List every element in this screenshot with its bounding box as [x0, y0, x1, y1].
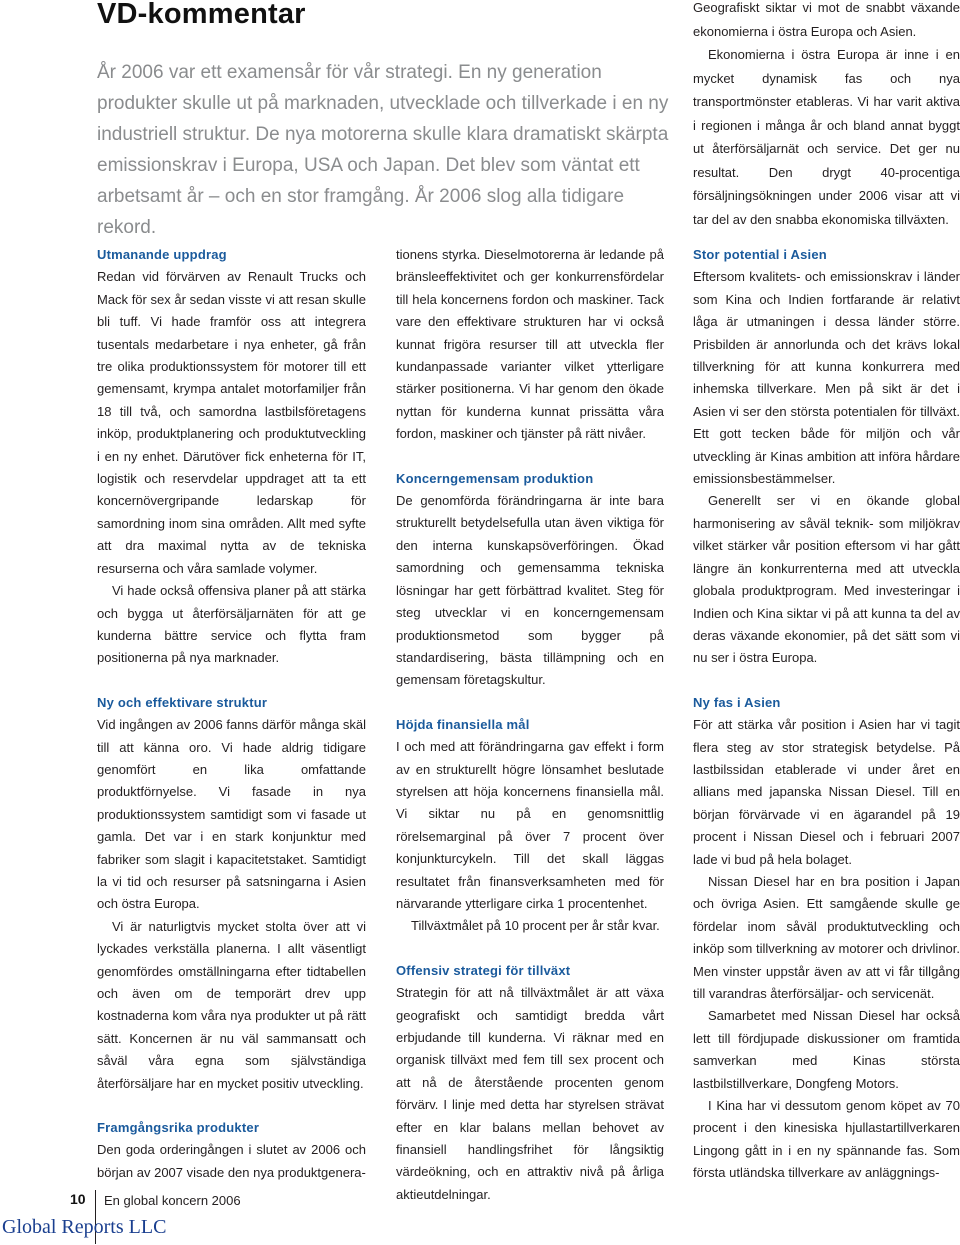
paragraph: Vi hade också offensiva planer på att stärka och bygga ut återförsäljarnäten för att ge kunderna bättre service och flytta fram positionerna på nya marknader. [97, 583, 366, 666]
section-heading: Ny fas i Asien [693, 694, 781, 710]
paragraph: Tillväxtmålet på 10 procent per år står kvar. [411, 918, 660, 934]
section-heading: Framgångsrika produkter [97, 1120, 260, 1136]
section-heading: Ny och effektivare struktur [97, 694, 268, 710]
paragraph: Vid ingången av 2006 fanns därför många skäl till att känna oro. Vi hade aldrig tidigare genomfört en lika omfattande produktförnyelse. Vi fasade in nya produktionssystem samtidigt som vi fasade ut gamla. Det var i en stark konjunktur med fabriker som slagit i kapacitetstaket. Samtidigt la vi tid och resurser på satsningarna i Asien och östra Europa. [97, 717, 366, 912]
paragraph: De genomförda förändringarna är inte bara strukturellt betydelsefulla utan även viktiga för den interna kunskapsöverföringen. Ökad samordning och gemensamma tekniska lösningar har gett förbättrad kvalitet. Steg för steg utvecklar vi en koncerngemensam produktionsmetod som bygger på standardisering, bästa tillämpning och en gemensam företagskultur. [396, 493, 664, 688]
paragraph: Geografiskt siktar vi mot de snabbt växande ekonomierna i östra Europa och Asien. [693, 0, 960, 39]
section-heading: Utmanande uppdrag [97, 247, 227, 262]
column-1 [97, 244, 366, 1184]
paragraph: I Kina har vi dessutom genom köpet av 70 procent i den kinesiska hjullastartillverkaren Lingong gått in i en ny spännande fas. Som första utländska tillverkare av anläggnings- [693, 1098, 960, 1181]
paragraph: Redan vid förvärven av Renault Trucks och Mack för sex år sedan visste vi att resan skulle bli tuff. Vi hade framför oss att integrera tusentals medarbetare i nya enheter, gå från tre olika produktionssystem för motorer till ett gemensamt, krympa antalet motorfamiljer från 18 till två, och samordna lastbilsföretagens inköp, produktplanering och produktutveckling i en ny enhet. Därutöver fick enheterna för IT, logistik och reservdelar uppdraget att ta ett koncernövergripande ledarskap för samordning inom sina områden. Allt med syfte att dra maximal nytta av de tekniska resurserna och våra samlade volymer. [97, 269, 366, 576]
paragraph: Samarbetet med Nissan Diesel har också lett till fördjupade diskussioner om framtida samverkan med Kinas största lastbilstillverkare, Dongfeng Motors. [693, 1008, 960, 1091]
paragraph: tionens styrka. Dieselmotorerna är ledande på bränsleeffektivitet och ger konkurrensfördelar till hela koncernens fordon och maskiner. Tack vare den effektivare strukturen har vi också kunnat frigöra resurser till att utveckla fler kundanpassade varianter vilket ytterligare stärker positionerna. Vi har genom den ökade nyttan för kunderna kunnat prissätta våra fordon, maskiner och tjänster på rätt nivåer. [396, 247, 664, 442]
section-heading: Höjda finansiella mål [396, 716, 530, 732]
paragraph: Ekonomierna i östra Europa är inne i en mycket dynamisk fas och nya transportmönster etableras. Vi har varit aktiva i regionen i många år och bland annat byggt ut återförsäljarnät och service. Det ger nu resultat. Den drygt 40-procentiga försäljningsökningen under 2006 visar att vi tar del av den snabba ekonomiska tillväxten. [693, 47, 960, 227]
paragraph: Vi är naturligtvis mycket stolta över att vi lyckades verkställa planerna. I allt väsentligt genomfördes omställningarna efter tidtabellen och även om de temporärt drev upp kostnaderna kom våra nya produkter ut på rätt sätt. Koncernen är nu väl sammansatt och såväl våra egna som självständiga återförsäljare har en mycket positiv utveckling. [97, 918, 366, 1091]
section-heading: Offensiv strategi för tillväxt [396, 962, 571, 978]
paragraph: Den goda orderingången i slutet av 2006 och början av 2007 visade den nya produktgenera- [97, 1142, 366, 1180]
page-title: VD-kommentar [97, 0, 306, 30]
publication-title: En global koncern 2006 [104, 1193, 241, 1208]
paragraph: I och med att förändringarna gav effekt i form av en strukturellt högre lönsamhet beslutade styrelsen att höja koncernens finansiella mål. Vi siktar nu på en genomsnittlig rörelsemarginal på över 7 procent över konjunkturcykeln. Till det skall läggas resultatet från finansverksamheten med för närvarande ytterligare cirka 1 procentenhet. [396, 739, 664, 911]
paragraph: Generellt ser vi en ökande global harmonisering av såväl teknik- som miljökrav vilket stärker vår position eftersom vi har gått längre än konkurrenterna med att utveckla globala produktprogram. Med investeringar i Indien och Kina siktar vi på att kunna ta del av deras växande ekonomier, på det sätt som vi nu ser i östra Europa. [693, 493, 960, 666]
column-3 [693, 244, 960, 1185]
paragraph: Nissan Diesel har en bra position i Japan och övriga Asien. Ett samgående skulle ge fördelar inom såväl produktutveckling och inköp som tillverkning av motorer och drivlinor. Men vinster uppstår även av att vi får tillgång till varandras återförsäljar- och servicenät. [693, 873, 960, 1001]
section-heading: Stor potential i Asien [693, 247, 827, 262]
column-2 [396, 244, 664, 1206]
intro-text [97, 57, 677, 243]
section-heading: Koncerngemensam produktion [396, 470, 594, 486]
intro-paragraph: År 2006 var ett examensår för vår strategi. En ny generation produkter skulle ut på marknaden, utvecklade och tillverkade i en ny industriell struktur. De nya motorerna skulle klara dramatiskt skärpta emissionskrav i Europa, USA och Japan. Det blev som väntat ett arbetsamt år – och en stor framgång. År 2006 slog alla tidigare rekord. [97, 62, 669, 238]
paragraph: För att stärka vår position i Asien har vi tagit flera steg av stor strategisk betydelse. På lastbilssidan etablerade vi under året en allians med japanska Nissan Diesel. Till en början förvärvade vi en ägarandel på 19 procent i Nissan Diesel och i februari 2007 lade vi bud på hela bolaget. [693, 717, 960, 867]
page-number: 10 [70, 1191, 86, 1207]
paragraph: Strategin för att nå tillväxtmålet är att växa geografiskt och samtidigt bredda vårt erbjudande till kunderna. Vi räknar med en organisk tillväxt med fem till sex procent och att nå de återstående procenten genom förvärv. I linje med detta har styrelsen strävat efter en klar balans mellan behovet av finansiell handlingsfrihet för långsiktig värdeökning, och en attraktiv nivå på årliga aktieutdelningar. [396, 985, 664, 1202]
watermark: Global Reports LLC [2, 1216, 167, 1238]
paragraph: Eftersom kvalitets- och emissionskrav i länder som Kina och Indien fortfarande är relativt låga är utmaningen i dessa länder större. Prisbilden är annorlunda och det krävs lokal tillverkning för att kunna konkurrera med inhemska tillverkare. Men på sikt är det i Asien vi ser den största potentialen för tillväxt. Ett gott tecken både för miljön och vår utveckling är Kinas ambition att införa hårdare emissionsbestämmelser. [693, 269, 960, 487]
top-right-column [693, 0, 960, 231]
